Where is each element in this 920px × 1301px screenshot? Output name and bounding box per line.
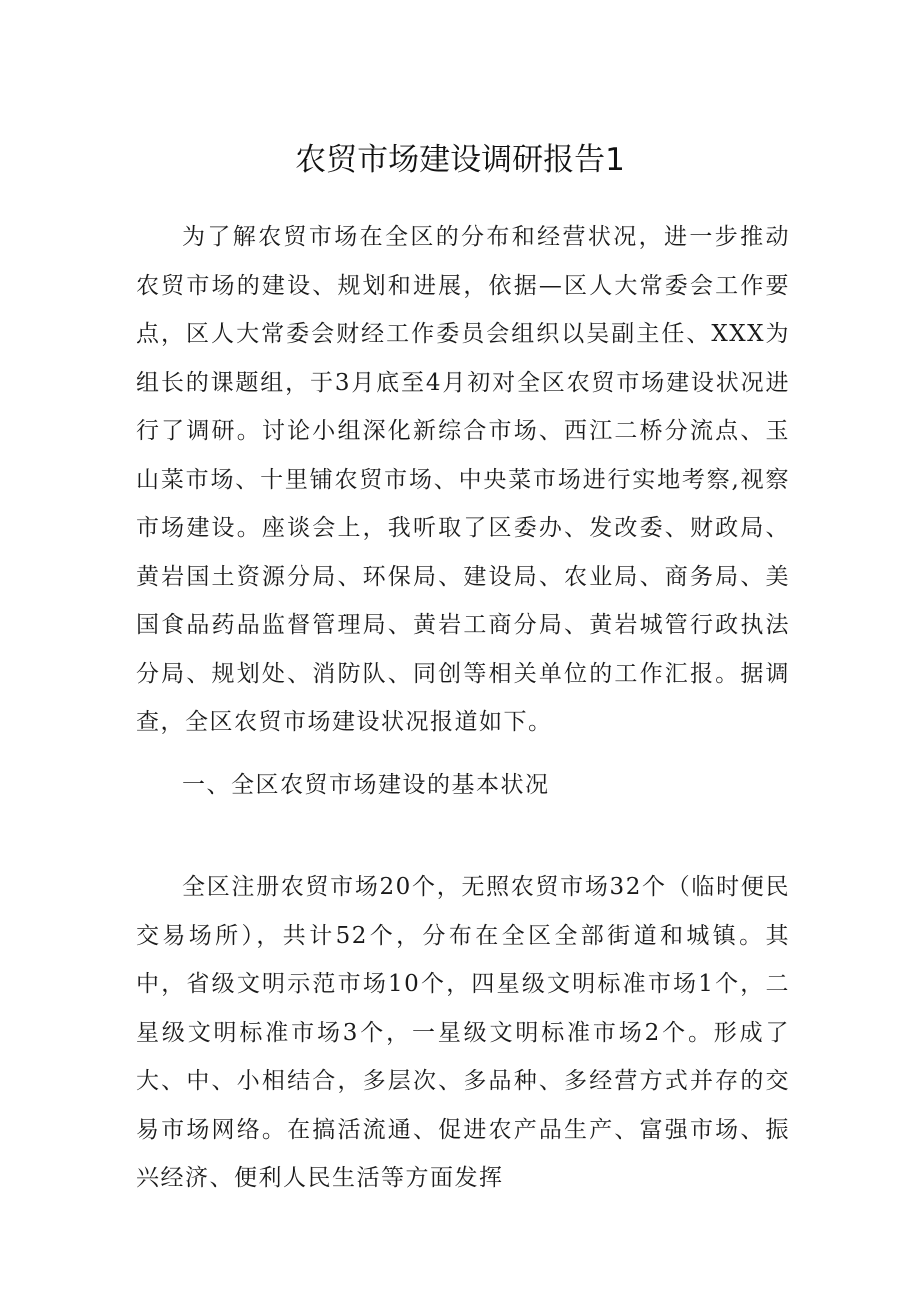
section-heading: 一、全区农贸市场建设的基本状况 [182, 772, 550, 798]
document-title: 农贸市场建设调研报告1 [295, 142, 625, 178]
section-paragraph: 全区注册农贸市场20个，无照农贸市场32个（临时便民交易场所），共计52个，分布在全区全部街道和城镇。其中，省级文明示范市场10个，四星级文明标准市场1个，二星级文明标准市场3个，一星级文明标准市场2个。形成了大、中、小相结合，多层次、多品种、多经营方式并存的交易市场网络。在搞活流通、促进农产品生产、富强市场、振兴经济、便利人民生活等方面发挥 [136, 874, 790, 1191]
intro-paragraph: 为了解农贸市场在全区的分布和经营状况，进一步推动农贸市场的建设、规划和进展，依据—区人大常委会工作要点，区人大常委会财经工作委员会组织以吴副主任、XXX为组长的课题组，于3月底至4月初对全区农贸市场建设状况进行了调研。讨论小组深化新综合市场、西江二桥分流点、玉山菜市场、十里铺农贸市场、中央菜市场进行实地考察,视察市场建设。座谈会上，我听取了区委办、发改委、财政局、黄岩国土资源分局、环保局、建设局、农业局、商务局、美国食品药品监督管理局、黄岩工商分局、黄岩城管行政执法分局、规划处、消防队、同创等相关单位的工作汇报。据调查，全区农贸市场建设状况报道如下。 [136, 224, 790, 735]
